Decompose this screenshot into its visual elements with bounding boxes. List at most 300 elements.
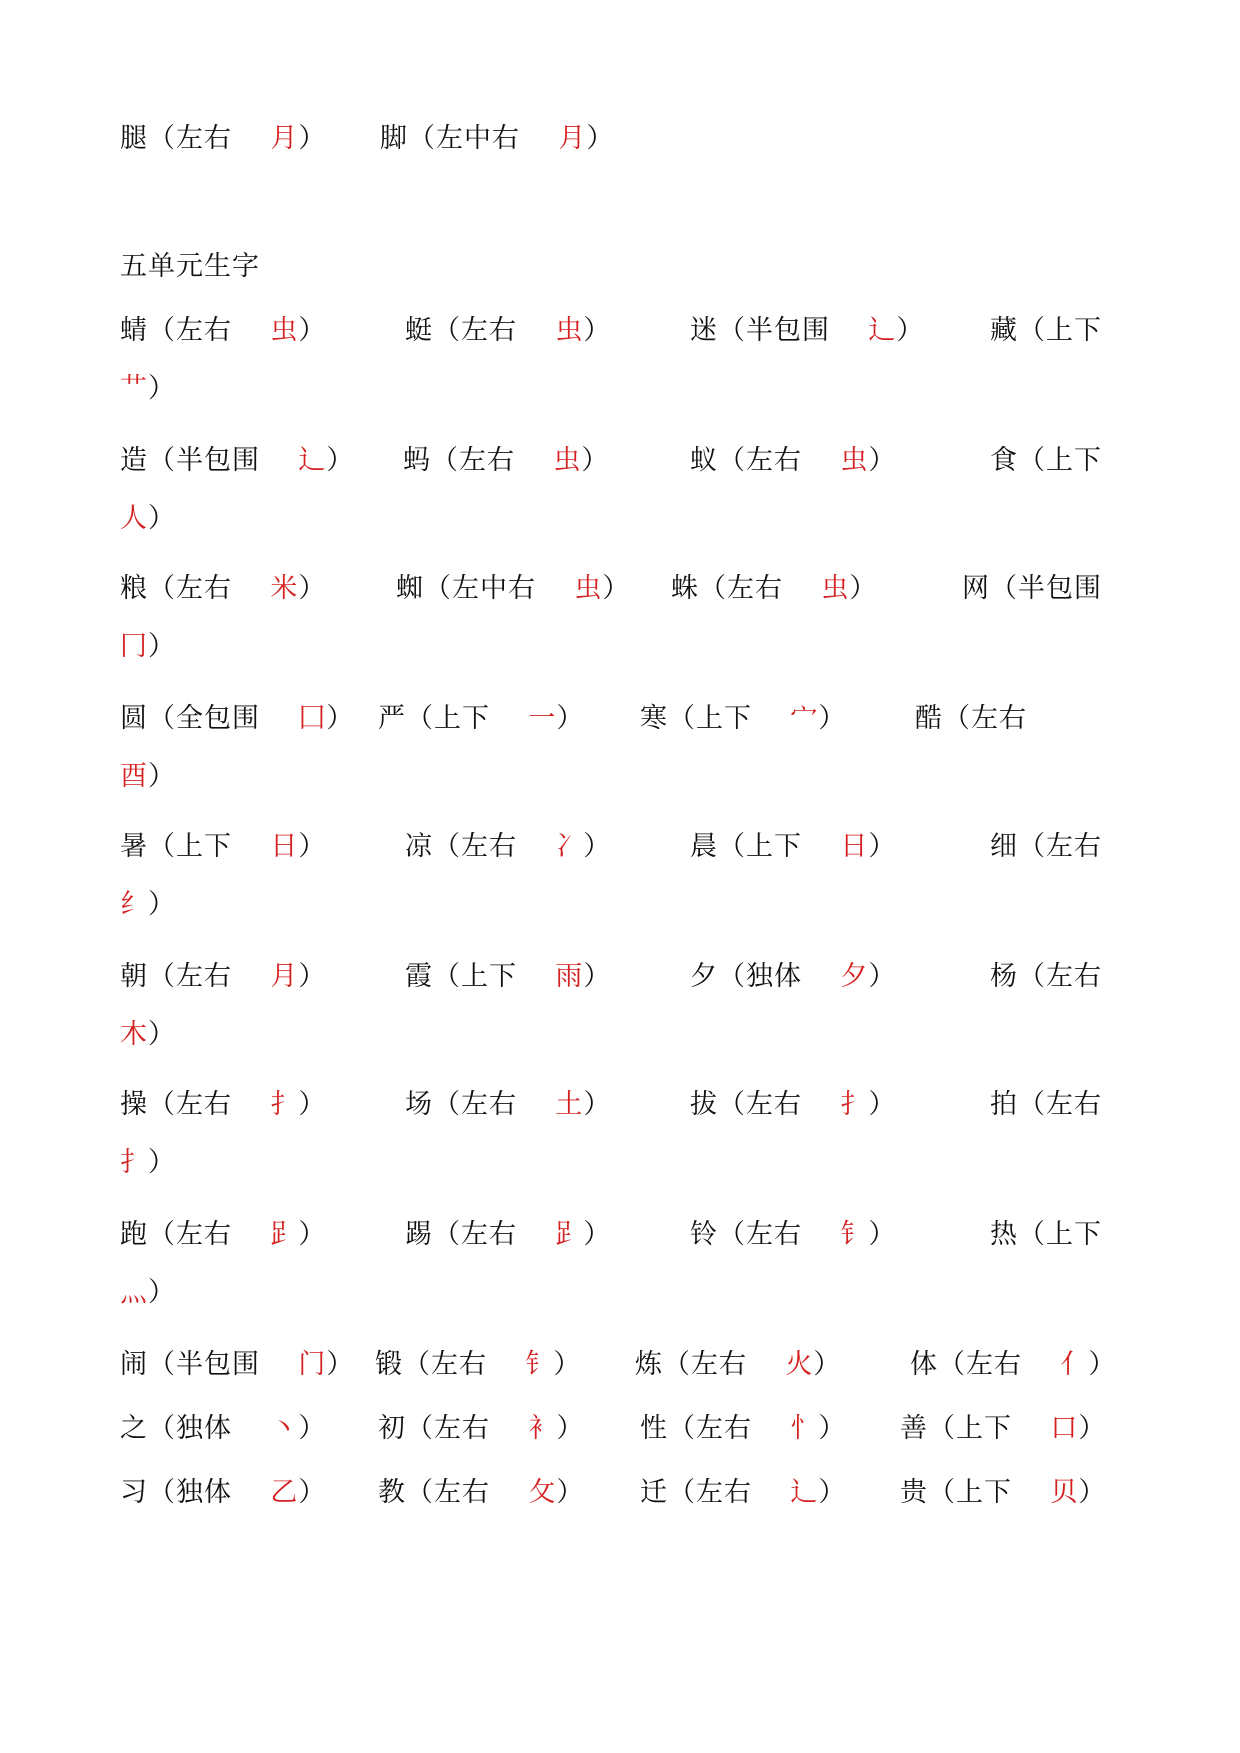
character: 场	[405, 1089, 433, 1120]
spacer	[536, 573, 574, 604]
paren-close: ）	[849, 573, 878, 604]
structure-label: 上下	[956, 1477, 1012, 1508]
paren-open: （	[718, 831, 746, 862]
structure-label: 上下	[461, 961, 517, 992]
character-entry	[640, 1414, 846, 1444]
section-title: 五单元生字	[120, 251, 260, 282]
radical: 钅	[840, 1219, 869, 1250]
character-entry	[690, 1220, 896, 1250]
radical: 贝	[1050, 1477, 1079, 1508]
paren-open: （	[148, 1349, 176, 1380]
structure-label: 独体	[176, 1477, 232, 1508]
character-entry	[120, 1478, 326, 1508]
spacer	[783, 573, 821, 604]
character-entry	[378, 704, 584, 734]
character: 习	[120, 1477, 148, 1508]
paren-open: （	[699, 573, 727, 604]
character-entry	[120, 124, 326, 154]
character: 拍	[990, 1089, 1018, 1120]
paren-open: （	[433, 1219, 461, 1250]
spacer	[520, 123, 558, 154]
spacer	[830, 315, 868, 346]
structure-label: 上下	[1046, 1219, 1102, 1250]
structure-label: 全包围	[176, 703, 260, 734]
character: 严	[378, 703, 406, 734]
character-entry	[990, 1090, 1102, 1120]
structure-label: 左右	[176, 1219, 232, 1250]
radical: 口	[1050, 1413, 1079, 1444]
character-entry	[120, 1350, 354, 1380]
structure-label: 左右	[746, 1219, 802, 1250]
character-entry-continued	[120, 1278, 176, 1308]
radical: 灬	[120, 1277, 148, 1308]
structure-label: 半包围	[176, 445, 260, 476]
radical: 酉	[120, 761, 148, 792]
character: 食	[990, 445, 1018, 476]
character-entry	[910, 1350, 1116, 1380]
character-entry	[375, 1350, 581, 1380]
character: 造	[120, 445, 148, 476]
paren-open: （	[668, 703, 696, 734]
spacer	[517, 1219, 555, 1250]
paren-close: ）	[586, 123, 615, 154]
character: 锻	[375, 1349, 403, 1380]
character-entry	[405, 1090, 611, 1120]
structure-label: 上下	[746, 831, 802, 862]
character: 拔	[690, 1089, 718, 1120]
character: 暑	[120, 831, 148, 862]
spacer	[752, 703, 790, 734]
radical: 虫	[574, 573, 603, 604]
spacer	[747, 1349, 785, 1380]
character: 蚂	[403, 445, 431, 476]
spacer	[487, 1349, 525, 1380]
character: 杨	[990, 961, 1018, 992]
spacer	[490, 703, 528, 734]
paren-open: （	[148, 315, 176, 346]
character-entry	[396, 574, 630, 604]
spacer	[517, 831, 555, 862]
paren-open: （	[148, 831, 176, 862]
paren-close: ）	[583, 831, 612, 862]
character-entry	[990, 962, 1102, 992]
structure-label: 左右	[1046, 1089, 1102, 1120]
paren-close: ）	[298, 961, 327, 992]
character-entry-continued	[120, 504, 176, 534]
paren-open: （	[148, 703, 176, 734]
structure-label: 独体	[746, 961, 802, 992]
character-entry	[990, 316, 1102, 346]
structure-label: 左右	[176, 1089, 232, 1120]
radical: 辶	[298, 445, 327, 476]
structure-label: 左右	[727, 573, 783, 604]
paren-open: （	[406, 1413, 434, 1444]
paren-open: （	[943, 703, 971, 734]
paren-open: （	[148, 1413, 176, 1444]
paren-close: ）	[148, 373, 176, 404]
character-entry	[120, 574, 326, 604]
spacer	[1012, 1413, 1050, 1444]
paren-open: （	[148, 1477, 176, 1508]
radical: 宀	[790, 703, 819, 734]
paren-close: ）	[581, 445, 610, 476]
spacer	[517, 961, 555, 992]
paren-open: （	[1018, 1219, 1046, 1250]
paren-close: ）	[868, 1219, 897, 1250]
structure-label: 左右	[966, 1349, 1022, 1380]
paren-close: ）	[298, 1219, 327, 1250]
radical: 艹	[120, 373, 148, 404]
character: 闹	[120, 1349, 148, 1380]
radical: 衤	[528, 1413, 557, 1444]
radical: 钅	[525, 1349, 554, 1380]
paren-close: ）	[326, 703, 355, 734]
structure-label: 左右	[1046, 831, 1102, 862]
character-entry	[120, 446, 354, 476]
structure-label: 半包围	[176, 1349, 260, 1380]
character-entry	[120, 704, 354, 734]
radical: 忄	[790, 1413, 819, 1444]
character-entry-continued	[120, 1020, 176, 1050]
paren-close: ）	[148, 889, 176, 920]
character: 酷	[915, 703, 943, 734]
radical: 日	[840, 831, 869, 862]
character-entry	[120, 1090, 326, 1120]
structure-label: 左右	[746, 1089, 802, 1120]
paren-open: （	[990, 573, 1018, 604]
character-entry	[690, 962, 896, 992]
radical: 辶	[790, 1477, 819, 1508]
radical: 丶	[270, 1413, 299, 1444]
spacer	[260, 1349, 298, 1380]
structure-label: 左右	[176, 961, 232, 992]
paren-close: ）	[583, 315, 612, 346]
character-entry-continued	[120, 374, 176, 404]
paren-open: （	[408, 123, 436, 154]
structure-label: 左右	[461, 315, 517, 346]
paren-open: （	[1018, 1089, 1046, 1120]
paren-close: ）	[148, 631, 176, 662]
structure-label: 半包围	[1018, 573, 1102, 604]
paren-close: ）	[1078, 1413, 1107, 1444]
paren-close: ）	[818, 703, 847, 734]
character-entry-continued	[120, 890, 176, 920]
paren-open: （	[718, 961, 746, 992]
character: 性	[640, 1413, 668, 1444]
radical: 日	[270, 831, 299, 862]
character: 贵	[900, 1477, 928, 1508]
paren-open: （	[148, 445, 176, 476]
character: 操	[120, 1089, 148, 1120]
paren-close: ）	[298, 1477, 327, 1508]
spacer	[802, 445, 840, 476]
paren-open: （	[668, 1477, 696, 1508]
character-entry	[900, 1414, 1106, 1444]
character-entry	[640, 1478, 846, 1508]
character-entry	[120, 832, 326, 862]
radical: 夕	[840, 961, 869, 992]
character: 之	[120, 1413, 148, 1444]
paren-open: （	[148, 1219, 176, 1250]
spacer	[517, 1089, 555, 1120]
radical: 土	[555, 1089, 584, 1120]
character-entry	[671, 574, 877, 604]
character-entry	[120, 962, 326, 992]
paren-open: （	[148, 1089, 176, 1120]
character: 细	[990, 831, 1018, 862]
spacer	[515, 445, 553, 476]
radical: 扌	[120, 1147, 148, 1178]
spacer	[490, 1413, 528, 1444]
paren-open: （	[718, 315, 746, 346]
spacer	[260, 703, 298, 734]
structure-label: 上下	[176, 831, 232, 862]
character-entry	[380, 124, 614, 154]
spacer	[232, 1219, 270, 1250]
character-entry-continued	[120, 632, 176, 662]
character-entry	[690, 832, 896, 862]
character-entry-continued	[120, 1148, 176, 1178]
paren-close: ）	[813, 1349, 842, 1380]
paren-close: ）	[818, 1413, 847, 1444]
character: 铃	[690, 1219, 718, 1250]
spacer	[1022, 1349, 1060, 1380]
radical: 冫	[555, 831, 584, 862]
spacer	[232, 1413, 270, 1444]
structure-label: 左右	[696, 1477, 752, 1508]
radical: 门	[298, 1349, 327, 1380]
character: 踢	[405, 1219, 433, 1250]
paren-open: （	[668, 1413, 696, 1444]
paren-close: ）	[868, 831, 897, 862]
spacer	[260, 445, 298, 476]
character-entry	[962, 574, 1102, 604]
paren-open: （	[433, 315, 461, 346]
paren-open: （	[1018, 831, 1046, 862]
paren-close: ）	[583, 1219, 612, 1250]
character: 初	[378, 1413, 406, 1444]
character-entry	[990, 832, 1102, 862]
paren-close: ）	[298, 1089, 327, 1120]
character: 圆	[120, 703, 148, 734]
structure-label: 左右	[459, 445, 515, 476]
structure-label: 左右	[176, 573, 232, 604]
structure-label: 左右	[434, 1477, 490, 1508]
character: 腿	[120, 123, 148, 154]
radical: 纟	[120, 889, 148, 920]
structure-label: 左右	[1046, 961, 1102, 992]
structure-label: 上下	[434, 703, 490, 734]
spacer	[232, 961, 270, 992]
paren-close: ）	[148, 1019, 176, 1050]
paren-close: ）	[896, 315, 925, 346]
structure-label: 上下	[1046, 445, 1102, 476]
radical: 𧾷	[555, 1219, 584, 1250]
radical: 虫	[840, 445, 869, 476]
structure-label: 左右	[746, 445, 802, 476]
paren-close: ）	[556, 1413, 585, 1444]
structure-label: 左右	[434, 1413, 490, 1444]
character-entry	[120, 316, 326, 346]
character: 晨	[690, 831, 718, 862]
radical: 扌	[840, 1089, 869, 1120]
character: 夕	[690, 961, 718, 992]
character: 善	[900, 1413, 928, 1444]
character-entry	[690, 316, 924, 346]
paren-open: （	[663, 1349, 691, 1380]
paren-close: ）	[298, 831, 327, 862]
structure-label: 左右	[696, 1413, 752, 1444]
paren-open: （	[433, 1089, 461, 1120]
character-entry	[120, 1220, 326, 1250]
character: 凉	[405, 831, 433, 862]
radical: 攵	[528, 1477, 557, 1508]
character: 蚁	[690, 445, 718, 476]
character: 蜻	[120, 315, 148, 346]
radical: 虫	[270, 315, 299, 346]
paren-close: ）	[818, 1477, 847, 1508]
paren-open: （	[938, 1349, 966, 1380]
spacer	[802, 831, 840, 862]
structure-label: 左右	[461, 1089, 517, 1120]
character: 霞	[405, 961, 433, 992]
structure-label: 上下	[956, 1413, 1012, 1444]
paren-close: ）	[1078, 1477, 1107, 1508]
character-entry	[405, 316, 611, 346]
paren-close: ）	[326, 1349, 355, 1380]
paren-close: ）	[1088, 1349, 1117, 1380]
paren-open: （	[718, 1219, 746, 1250]
paren-open: （	[406, 1477, 434, 1508]
character-entry	[405, 962, 611, 992]
paren-close: ）	[298, 123, 327, 154]
spacer	[802, 1089, 840, 1120]
spacer	[490, 1477, 528, 1508]
paren-open: （	[433, 961, 461, 992]
paren-open: （	[718, 445, 746, 476]
paren-close: ）	[553, 1349, 582, 1380]
character-entry	[690, 1090, 896, 1120]
radical: 亻	[1060, 1349, 1089, 1380]
paren-open: （	[433, 831, 461, 862]
spacer	[802, 961, 840, 992]
spacer	[752, 1477, 790, 1508]
paren-open: （	[148, 573, 176, 604]
paren-close: ）	[298, 1413, 327, 1444]
radical: 雨	[555, 961, 584, 992]
paren-close: ）	[326, 445, 355, 476]
paren-close: ）	[583, 1089, 612, 1120]
character-entry	[378, 1414, 584, 1444]
structure-label: 半包围	[746, 315, 830, 346]
radical: 人	[120, 503, 148, 534]
paren-close: ）	[148, 761, 176, 792]
spacer	[752, 1413, 790, 1444]
character-entry	[915, 704, 1027, 734]
character: 寒	[640, 703, 668, 734]
structure-label: 左右	[461, 1219, 517, 1250]
radical: 冂	[120, 631, 148, 662]
radical: 扌	[270, 1089, 299, 1120]
spacer	[1012, 1477, 1050, 1508]
structure-label: 左右	[176, 315, 232, 346]
paren-close: ）	[556, 1477, 585, 1508]
character-entry	[900, 1478, 1106, 1508]
radical: 月	[270, 961, 299, 992]
paren-close: ）	[148, 503, 176, 534]
paren-close: ）	[298, 315, 327, 346]
paren-open: （	[1018, 961, 1046, 992]
paren-open: （	[1018, 445, 1046, 476]
character-entry	[403, 446, 609, 476]
spacer	[232, 573, 270, 604]
radical: 月	[270, 123, 299, 154]
character-entry	[405, 832, 611, 862]
character-entry	[990, 1220, 1102, 1250]
paren-open: （	[424, 573, 452, 604]
paren-open: （	[718, 1089, 746, 1120]
radical: 木	[120, 1019, 148, 1050]
character: 教	[378, 1477, 406, 1508]
character-entry	[640, 704, 846, 734]
character-entry	[990, 446, 1102, 476]
character: 蜓	[405, 315, 433, 346]
paren-close: ）	[868, 445, 897, 476]
character: 网	[962, 573, 990, 604]
character: 跑	[120, 1219, 148, 1250]
structure-label: 左中右	[436, 123, 520, 154]
character: 脚	[380, 123, 408, 154]
character: 蜘	[396, 573, 424, 604]
paren-open: （	[1018, 315, 1046, 346]
spacer	[802, 1219, 840, 1250]
paren-close: ）	[148, 1277, 176, 1308]
radical: 一	[528, 703, 557, 734]
character-entry-continued	[120, 762, 176, 792]
spacer	[232, 1089, 270, 1120]
paren-close: ）	[148, 1147, 176, 1178]
paren-close: ）	[556, 703, 585, 734]
structure-label: 左右	[691, 1349, 747, 1380]
paren-close: ）	[583, 961, 612, 992]
spacer	[232, 315, 270, 346]
radical: 虫	[821, 573, 850, 604]
structure-label: 上下	[1046, 315, 1102, 346]
character: 朝	[120, 961, 148, 992]
paren-open: （	[928, 1413, 956, 1444]
character: 迷	[690, 315, 718, 346]
character: 炼	[635, 1349, 663, 1380]
character: 迁	[640, 1477, 668, 1508]
spacer	[232, 123, 270, 154]
structure-label: 左右	[461, 831, 517, 862]
paren-open: （	[403, 1349, 431, 1380]
paren-open: （	[406, 703, 434, 734]
spacer	[232, 1477, 270, 1508]
character: 热	[990, 1219, 1018, 1250]
structure-label: 上下	[696, 703, 752, 734]
character-entry	[378, 1478, 584, 1508]
character: 粮	[120, 573, 148, 604]
radical: 𧾷	[270, 1219, 299, 1250]
radical: 乙	[270, 1477, 299, 1508]
character: 藏	[990, 315, 1018, 346]
paren-open: （	[148, 961, 176, 992]
spacer	[232, 831, 270, 862]
paren-close: ）	[868, 961, 897, 992]
radical: 米	[270, 573, 299, 604]
character-entry	[690, 446, 896, 476]
